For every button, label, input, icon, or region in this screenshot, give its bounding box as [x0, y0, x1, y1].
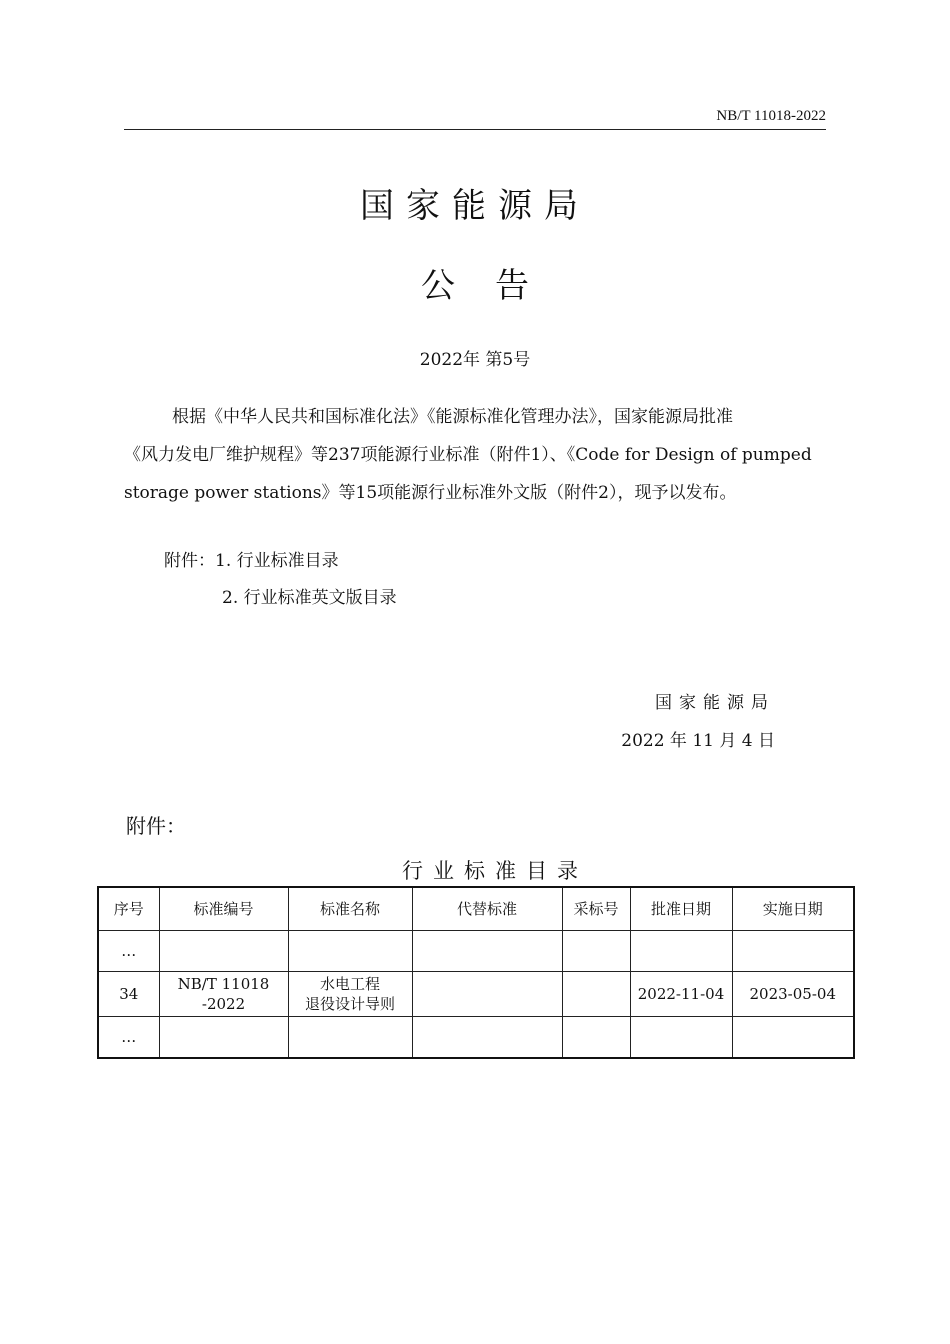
- header-rule: [124, 129, 826, 130]
- table-cell: [412, 972, 562, 1017]
- catalog-title: 行业标准目录: [402, 859, 588, 883]
- table-row: [98, 1017, 854, 1059]
- column-header: 标准编号: [159, 887, 288, 931]
- column-header: 序号: [98, 887, 159, 931]
- notice-body: [124, 398, 826, 512]
- attachment-label: 附件：: [164, 551, 215, 571]
- table-cell: [562, 931, 630, 972]
- table-cell: 水电工程 退役设计导则: [288, 972, 412, 1017]
- signing-date: 2022 年 11 月 4 日: [621, 731, 775, 751]
- notice-title: 公告: [421, 266, 569, 306]
- column-header: 代替标准: [412, 887, 562, 931]
- table-cell: [412, 1017, 562, 1059]
- table-cell: [159, 931, 288, 972]
- signer: 国家能源局: [655, 693, 775, 713]
- table-cell: 34: [98, 972, 159, 1017]
- column-header: 标准名称: [288, 887, 412, 931]
- attachment-list: [164, 543, 339, 580]
- table-cell: [732, 1017, 854, 1059]
- table-cell: [159, 1017, 288, 1059]
- table-cell: 2022-11-04: [630, 972, 732, 1017]
- table-row: [98, 972, 854, 1017]
- table-cell: 2023-05-04: [732, 972, 854, 1017]
- table-cell: NB/T 11018 -2022: [159, 972, 288, 1017]
- table-cell: [562, 1017, 630, 1059]
- table-header-row: [98, 887, 854, 931]
- appendix-label: 附件：: [126, 814, 186, 838]
- table-cell: [412, 931, 562, 972]
- table-cell: [630, 931, 732, 972]
- body-line: 根据《中华人民共和国标准化法》《能源标准化管理办法》，国家能源局批准: [172, 407, 733, 427]
- table-cell: [732, 931, 854, 972]
- table-cell: …: [98, 1017, 159, 1059]
- issue-number: 2022年 第5号: [419, 350, 531, 370]
- standards-catalog-table: [97, 886, 855, 1059]
- column-header: 实施日期: [732, 887, 854, 931]
- table-cell: [630, 1017, 732, 1059]
- table-row: [98, 931, 854, 972]
- column-header: 批准日期: [630, 887, 732, 931]
- attachment-item-1: 1. 行业标准目录: [215, 551, 339, 571]
- attachment-item-2: 2. 行业标准英文版目录: [222, 588, 397, 608]
- column-header: 采标号: [562, 887, 630, 931]
- body-line: storage power stations》等15项能源行业标准外文版（附件2），现予以发布。: [124, 483, 737, 503]
- table-cell: [562, 972, 630, 1017]
- table-cell: …: [98, 931, 159, 972]
- body-line: 《风力发电厂维护规程》等237项能源行业标准（附件1）、《Code for Design of pumped: [124, 445, 812, 465]
- table-cell: [288, 931, 412, 972]
- standard-code: NB/T 11018-2022: [716, 108, 826, 124]
- table-cell: [288, 1017, 412, 1059]
- authority-title: 国家能源局: [360, 186, 590, 226]
